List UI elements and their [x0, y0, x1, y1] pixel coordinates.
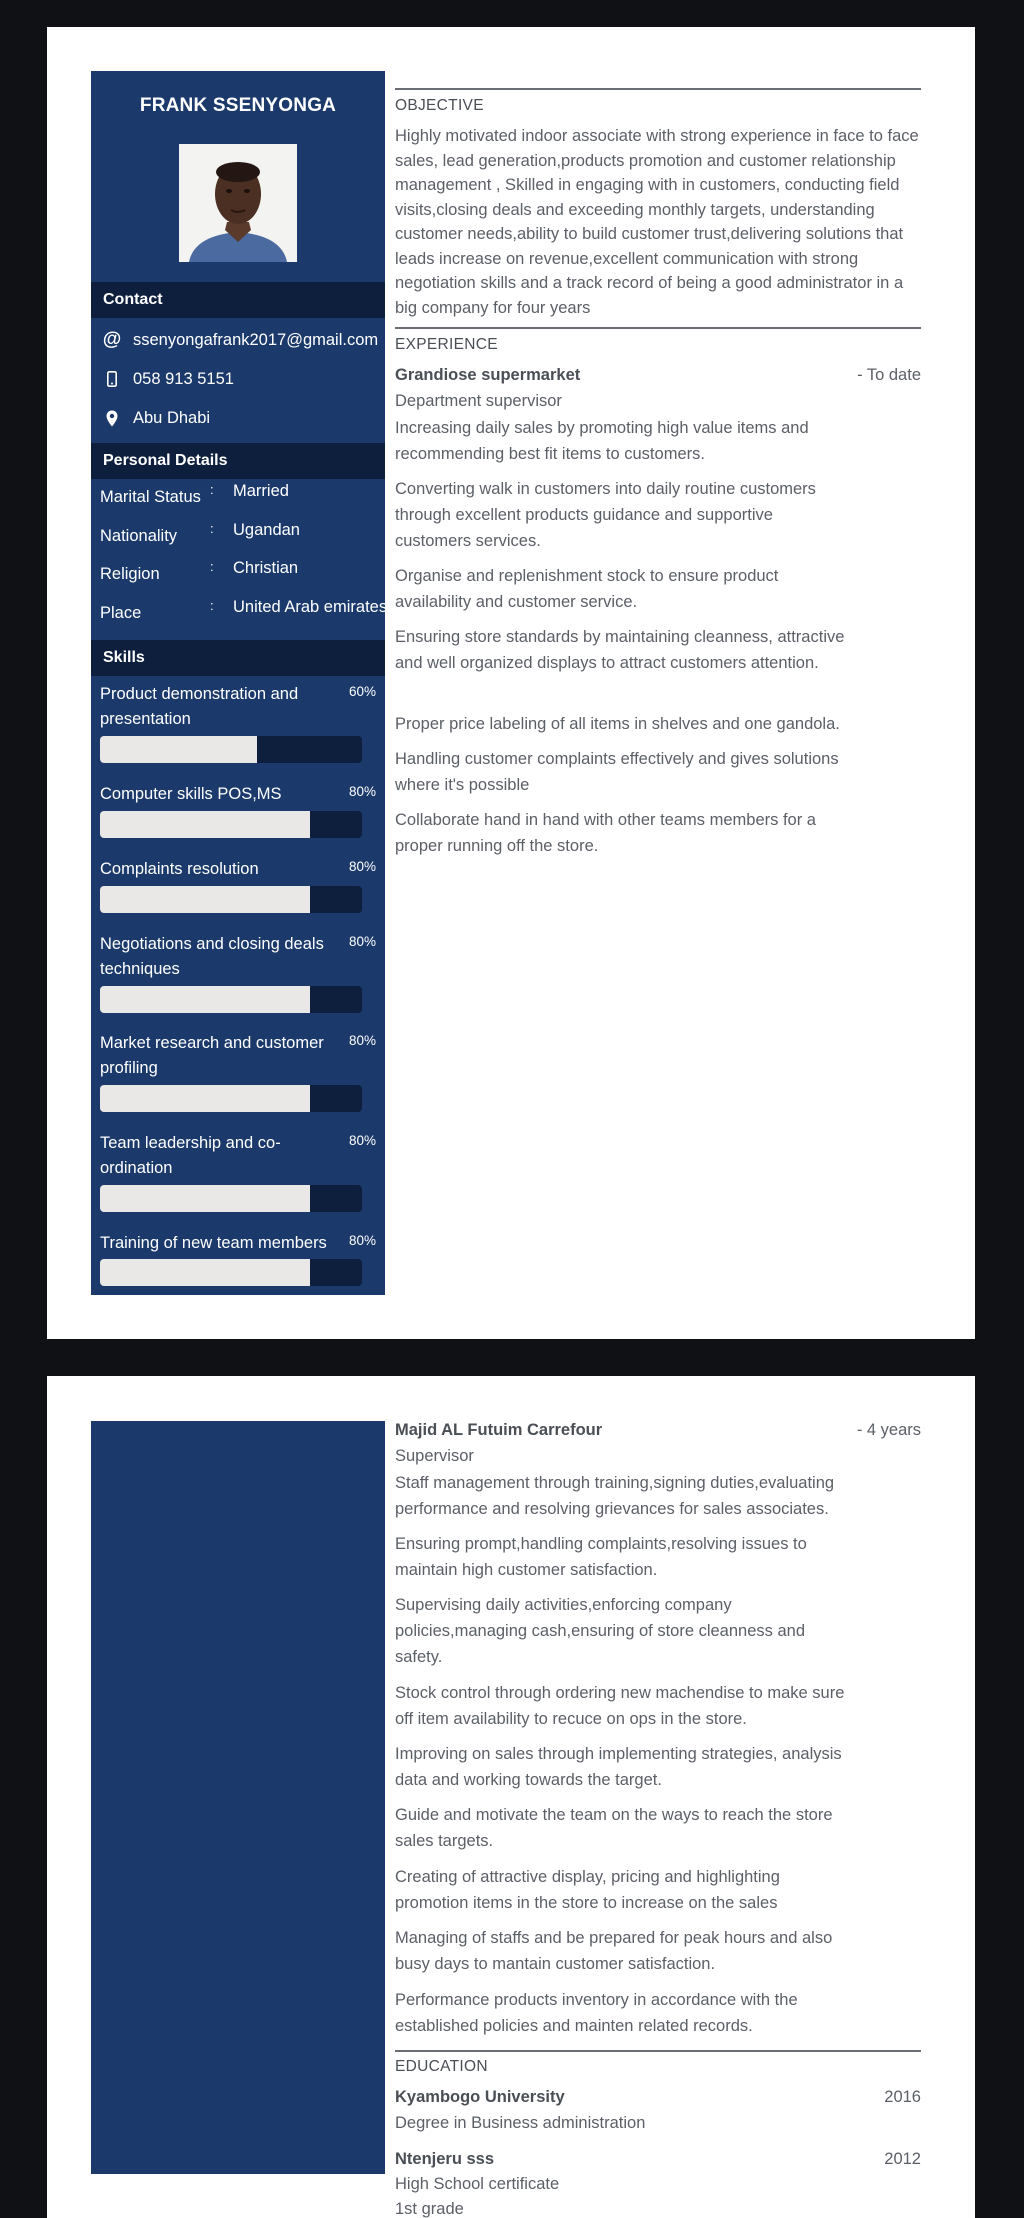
resume-page-1	[47, 27, 975, 1339]
education-year: 2012	[884, 2150, 921, 2168]
job-duty: Proper price labeling of all items in shelves and one gandola.	[395, 715, 840, 733]
job-duty: Ensuring store standards by maintaining cleanness, attractive and well organized displays to attract customers attention.	[395, 628, 845, 672]
person-portrait-icon	[179, 144, 297, 262]
education-year: 2016	[884, 2088, 921, 2106]
resume-page-2	[47, 1376, 975, 2218]
place-label: Place	[100, 604, 142, 622]
skill-bar	[100, 1085, 362, 1112]
skill-bar	[100, 886, 362, 913]
colon: :	[210, 482, 214, 497]
section-divider	[395, 88, 921, 90]
sidebar	[91, 1421, 385, 2174]
experience-heading: EXPERIENCE	[395, 336, 498, 353]
education-degree: Degree in Business administration	[395, 2114, 646, 2132]
skill-percent: 80%	[348, 1033, 376, 1048]
job-duty: Organise and replenishment stock to ensure product availability and customer service.	[395, 567, 779, 611]
job-duty: Managing of staffs and be prepared for peak hours and also busy days to mantain customer satisfaction.	[395, 1929, 833, 1973]
job-company: Majid AL Futuim Carrefour	[395, 1421, 603, 1439]
skill-bar	[100, 736, 362, 763]
map-pin-icon	[100, 410, 124, 427]
education-grade: 1st grade	[395, 2200, 464, 2218]
skill-bar	[100, 986, 362, 1013]
job-duty: Improving on sales through implementing strategies, analysis data and working towards the target.	[395, 1745, 842, 1789]
skill-name: Computer skills POS,MS	[100, 785, 282, 803]
contact-heading: Contact	[91, 282, 385, 318]
skill-percent: 80%	[348, 934, 376, 949]
skill-percent: 80%	[348, 1133, 376, 1148]
education-degree: High School certificate	[395, 2175, 560, 2193]
contact-phone[interactable]	[100, 366, 234, 392]
education-school: Kyambogo University	[395, 2088, 565, 2106]
profile-photo	[179, 144, 297, 262]
personal-details-heading: Personal Details	[91, 443, 385, 479]
job-role: Department supervisor	[395, 392, 562, 410]
job-company: Grandiose supermarket	[395, 366, 581, 384]
skill-bar	[100, 811, 362, 838]
objective-heading: OBJECTIVE	[395, 97, 484, 114]
skill-percent: 60%	[348, 684, 376, 699]
marital-status-label: Marital Status	[100, 488, 201, 506]
contact-email[interactable]	[100, 327, 378, 353]
job-role: Supervisor	[395, 1447, 474, 1465]
job-duty: Creating of attractive display, pricing and highlighting promotion items in the store to increase on the sales	[395, 1868, 780, 1912]
job-duty: Collaborate hand in hand with other teams members for a proper running off the store.	[395, 811, 816, 855]
religion-label: Religion	[100, 565, 160, 583]
skill-name: Team leadership and co-ordination	[100, 1134, 281, 1177]
sidebar	[91, 71, 388, 1295]
objective-text: Highly motivated indoor associate with strong experience in face to face sales, lead generation,products promotion and customer relationship management , Skilled in engaging with in customers, conducting field visits,closing deals and exceeding monthly targets, understanding customer needs,ability to build customer trust,delivering solutions that leads increase on revenue,excellent communication with strong negotiation skills and a track record of being a good administrator in a big company for four years	[395, 127, 919, 317]
skill-percent: 80%	[348, 859, 376, 874]
job-duty: Stock control through ordering new machendise to make sure off item availability to recuce on ops in the store.	[395, 1684, 845, 1728]
skill-percent: 80%	[348, 784, 376, 799]
skill-bar-fill	[100, 886, 310, 913]
location-text: Abu Dhabi	[133, 408, 211, 427]
education-school: Ntenjeru sss	[395, 2150, 495, 2168]
skill-bar-fill	[100, 986, 310, 1013]
job-duty: Converting walk in customers into daily routine customers through excellent products guidance and supportive customers services.	[395, 480, 816, 550]
skills-heading: Skills	[91, 640, 385, 676]
religion-value: Christian	[233, 559, 299, 577]
colon: :	[210, 598, 214, 613]
skill-bar-fill	[100, 811, 310, 838]
place-value: United Arab emirates	[233, 598, 388, 616]
job-duty: Guide and motivate the team on the ways to reach the store sales targets.	[395, 1806, 833, 1850]
skill-name: Complaints resolution	[100, 860, 259, 878]
skill-percent: 80%	[348, 1233, 376, 1248]
education-heading: EDUCATION	[395, 2058, 488, 2075]
marital-status-value: Married	[233, 482, 289, 500]
phone-icon	[100, 371, 124, 387]
job-duty: Staff management through training,signing duties,evaluating performance and resolving grievances for sales associates.	[395, 1474, 835, 1518]
nationality-value: Ugandan	[233, 521, 300, 539]
section-divider	[395, 327, 921, 329]
skill-bar-fill	[100, 1085, 310, 1112]
skill-name: Market research and customer profiling	[100, 1034, 324, 1077]
skill-bar-fill	[100, 1259, 310, 1286]
job-duty: Supervising daily activities,enforcing company policies,managing cash,ensuring of store cleanness and safety.	[395, 1596, 806, 1666]
skill-bar-fill	[100, 736, 257, 763]
colon: :	[210, 559, 214, 574]
skill-bar	[100, 1185, 362, 1212]
colon: :	[210, 521, 214, 536]
job-period: - To date	[857, 366, 921, 384]
contact-location	[100, 405, 210, 431]
skill-name: Negotiations and closing deals techniques	[100, 935, 324, 978]
job-duty: Ensuring prompt,handling complaints,resolving issues to maintain high customer satisfaction.	[395, 1535, 807, 1579]
email-text[interactable]: ssenyongafrank2017@gmail.com	[133, 330, 379, 349]
job-duty: Increasing daily sales by promoting high value items and recommending best fit items to customers.	[395, 419, 809, 463]
job-duty: Handling customer complaints effectively and gives solutions where it's possible	[395, 750, 839, 794]
skill-bar	[100, 1259, 362, 1286]
phone-text[interactable]: 058 913 5151	[133, 369, 234, 388]
job-duty: Performance products inventory in accordance with the established policies and mainten related records.	[395, 1991, 798, 2035]
job-period: - 4 years	[856, 1421, 921, 1439]
skill-name: Training of new team members	[100, 1234, 327, 1252]
at-icon: @	[102, 329, 122, 350]
skill-bar-fill	[100, 1185, 310, 1212]
nationality-label: Nationality	[100, 527, 178, 545]
section-divider	[395, 2050, 921, 2052]
candidate-name: FRANK SSENYONGA	[139, 95, 337, 116]
skill-name: Product demonstration and presentation	[100, 685, 299, 728]
